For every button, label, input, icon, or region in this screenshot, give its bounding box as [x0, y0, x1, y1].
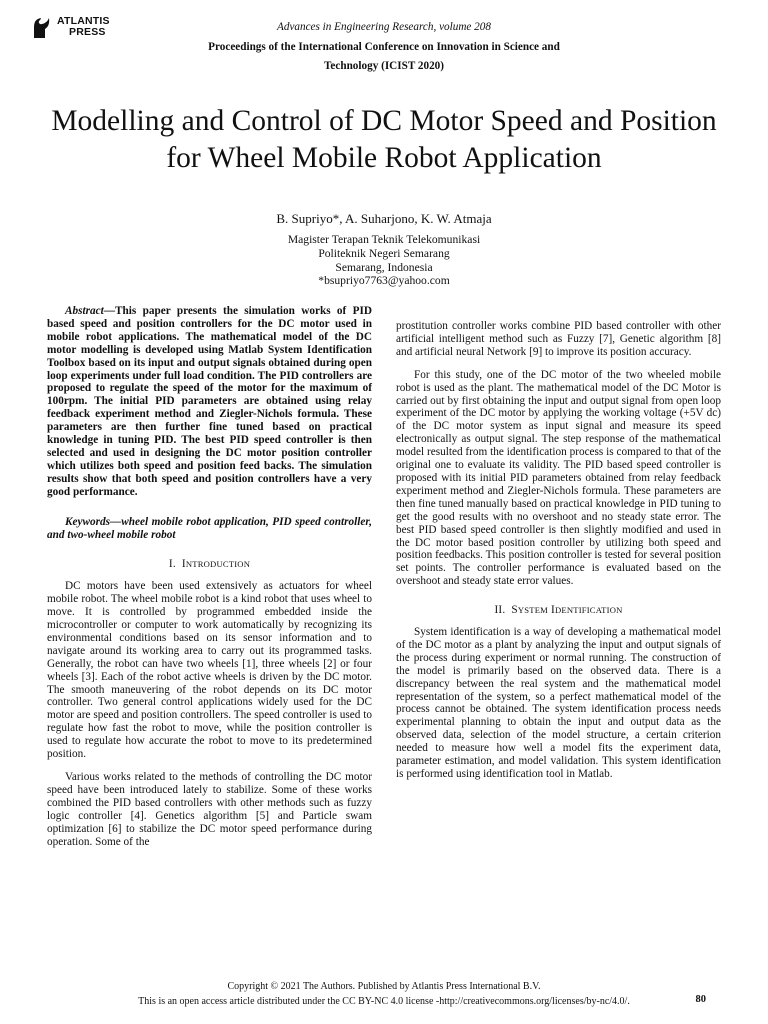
affiliation-block — [0, 233, 768, 288]
abstract-label: Abstract — [65, 305, 104, 317]
author-list: B. Supriyo*, A. Suharjono, K. W. Atmaja — [276, 211, 492, 226]
series-title: Advances in Engineering Research, volume 208 — [277, 21, 491, 33]
abstract — [47, 305, 372, 499]
keywords-text: —wheel mobile robot application, PID speed controller, and two-wheel mobile robot — [47, 515, 372, 541]
copyright-notice: Copyright © 2021 The Authors. Published by Atlantis Press International B.V. — [227, 981, 541, 992]
section-heading-introduction: I. INTRODUCTION — [168, 558, 251, 571]
body-paragraph: System identification is a way of developing a mathematical model of the DC motor as a plant by analyzing the input and output signals of the process during experiment or normal running. The construction of the model is primarily based on the observed data. There is a discrepancy between the real system and the mathematical model representation of the system, so a perfect mathematical model of the process cannot be obtained. The system identification process needs experimental planning to obtain the input and output data as the observed data, selection of the model structure, a certain criterion needed to measure how well a model fits the experiment data, parameter estimation, and model validation. This system identification is performed using identification tool in Matlab. — [396, 626, 721, 780]
affiliation-line: Politeknik Negeri Semarang — [318, 246, 450, 260]
abstract-text: —This paper presents the simulation works of PID based speed and position controllers for the DC motor used in mobile robot applications. The mathematical model of the DC motor modelling is developed using Matlab System Identification Toolbox based on its input and output signals obtained during open loop experiments under full load condition. The PID controllers are proposed to regulate the speed of the motor for the maximum of 100rpm. The initial PID parameters are obtained using relay feedback experiment method and Ziegler-Nichols formula. These parameters are then further fine tuned based on practical knowledge in tuning PID. The best PID speed controller is then selected and used in designing the DC motor position controller which utilizes both speed and position feed backs. The simulation results show that both speed and position controllers have a very good performance. — [47, 305, 372, 498]
section-heading-system-identification: II. SYSTEM IDENTIFICATION — [494, 604, 623, 617]
page-number: 80 — [695, 994, 706, 1005]
license-notice: This is an open access article distributed under the CC BY-NC 4.0 license -http://creativecommons.org/licenses/by-nc/4.0/. — [138, 996, 630, 1007]
proceedings-title: Proceedings of the International Conference on Innovation in Science and Technology (ICIST 2020) — [208, 41, 560, 72]
logo-line-2: PRESS — [69, 26, 106, 38]
affiliation-line: Magister Terapan Teknik Telekomunikasi — [287, 233, 481, 246]
body-paragraph: DC motors have been used extensively as actuators for wheel mobile robot. The wheel mobile robot is a kind robot that uses wheel to move. It is controlled by programmed embedded inside the microcontroller or computer to work automatically by recognizing its environmental conditions based on its sensor information and to navigate around its working area to carry out its programmed tasks. Generally, the robot can have two wheels [1], three wheels [2] or four wheels [3]. Each of the robot active wheels is driven by the DC motor. The smooth maneuvering of the robot depends on its DC motor controller. Two general control applications widely used for the DC motor are speed and position controllers. The speed controller is used to regulate how fast the robot to move, while the position controller is used to regulate how accurate the robot to move to its predetermined position. — [47, 580, 372, 761]
right-column — [396, 320, 721, 791]
page-footer — [0, 979, 768, 1009]
left-column — [47, 305, 372, 858]
body-paragraph: Various works related to the methods of controlling the DC motor speed have been introduced lately to stabilize. Some of these works combined the PID based controllers with other methods such as fuzzy logic controller [4]. Genetics algorithm [5] and Particle swam optimization [6] to stabilize the DC motor speed performance during operation. Some of the — [47, 771, 372, 848]
paper-title: Modelling and Control of DC Motor Speed and Position for Wheel Mobile Robot Application — [51, 105, 717, 174]
body-paragraph: prostitution controller works combine PID based controller with other artificial intelligent method such as Fuzzy [7], Genetic algorithm [8] and artificial neural Network [9] to improve its position accuracy. — [396, 320, 721, 358]
keywords-label: Keywords — [65, 515, 110, 528]
body-paragraph: For this study, one of the DC motor of the two wheeled mobile robot is used as the plant. The mathematical model of the DC Motor is carried out by first obtaining the input and output signal from open loop experiment of the DC motor by applying the working voltage (+5V dc) of the DC motor system as input signal and measure its speed electronically as output signal. The step response of the mathematical model resulted from the identification process is compared to that of the original one to evaluate its validity. The PID based speed controller is proposed with its initial PID parameters obtained from relay feedback experiment method and Ziegler-Nichols formula. These parameters are then fine tuned manually based on practical knowledge in PID tuning to get the good results with no overshoot and no steady state error. The best PID based speed controller is then slightly modified and used in the DC motor based position controller by utilizing both speed and position feedbacks. This position controller is tested for several position set points. The controller performance is evaluated based on the overshoot and steady state error values. — [396, 368, 721, 588]
author-email: *bsupriyo7763@yahoo.com — [318, 274, 450, 288]
logo-line-1: ATLANTIS — [57, 15, 110, 27]
affiliation-line: Semarang, Indonesia — [335, 260, 433, 274]
keywords — [47, 516, 372, 542]
